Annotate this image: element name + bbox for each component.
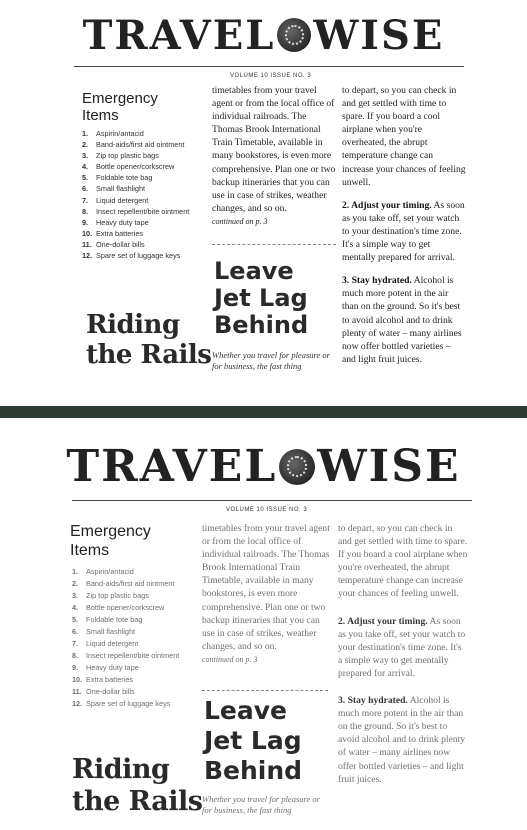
emergency-item — [82, 250, 202, 261]
masthead-right-word: WISE — [317, 441, 461, 492]
leave-jet-lag-headline: Leave Jet Lag Behind — [214, 257, 309, 339]
emergency-item — [72, 590, 198, 602]
jet-lag-deck: Whether you travel for pleasure or for business, the fast thing — [202, 794, 320, 815]
emergency-item — [72, 578, 198, 590]
emergency-item-number: 12. — [72, 699, 83, 708]
emergency-item-number: 6. — [72, 627, 79, 636]
riding-the-rails-headline: Riding the Rails — [86, 310, 212, 370]
emergency-item-number: 9. — [82, 217, 89, 227]
middle-separator — [212, 244, 336, 245]
emergency-item-number: 7. — [72, 639, 79, 648]
tip3-body: Alcohol is much more potent in the air than on the ground. So it's best to avoid alcohol and to drink plenty of water – many airlines now offer bottled varieties – and light fruit juices. — [338, 695, 466, 785]
tip2-heading: 2. Adjust your timing. — [338, 615, 428, 627]
emergency-item-number: 8. — [72, 651, 79, 660]
tip2-heading: 2. Adjust your timing. — [342, 199, 432, 211]
emergency-item-text: Extra batteries — [96, 228, 144, 238]
masthead-right-word: WISE — [313, 11, 445, 59]
emergency-item-number: 3. — [82, 151, 89, 161]
emergency-item-text: Liquid detergent — [96, 195, 149, 205]
emergency-item — [72, 698, 198, 710]
middle-column — [202, 522, 330, 666]
emergency-item — [82, 206, 202, 217]
emergency-item-text: Zip top plastic bags — [86, 591, 149, 600]
masthead-rule — [72, 500, 472, 501]
emergency-item-number: 12. — [82, 251, 93, 261]
emergency-item-number: 5. — [82, 173, 89, 183]
jet-lag-deck: Whether you travel for pleasure or for business, the fast thing — [212, 350, 330, 371]
emergency-item-text: One-dollar bills — [86, 687, 135, 696]
emergency-items-title: Emergency Items — [82, 90, 158, 124]
masthead-rule — [74, 66, 464, 67]
emergency-item — [82, 228, 202, 239]
emergency-item — [72, 650, 198, 662]
emergency-item-text: Spare set of luggage keys — [86, 699, 171, 708]
emergency-item — [72, 614, 198, 626]
emergency-item — [72, 566, 198, 578]
emergency-item — [72, 626, 198, 638]
emergency-item — [72, 602, 198, 614]
globe-icon — [279, 449, 315, 485]
right-column — [338, 522, 468, 786]
emergency-item-text: Insect repellent/bite ointment — [96, 206, 190, 216]
emergency-item — [82, 150, 202, 161]
riding-the-rails-headline: Riding the Rails — [72, 754, 203, 817]
emergency-item-number: 5. — [72, 615, 79, 624]
emergency-item-text: Small flashlight — [86, 627, 136, 636]
continued-note: continued on p. 3 — [212, 216, 268, 226]
emergency-item-text: Aspirin/antacid — [96, 129, 144, 138]
emergency-item-text: Zip top plastic bags — [96, 151, 159, 161]
emergency-item-text: Liquid detergent — [86, 639, 139, 648]
emergency-item — [82, 217, 202, 228]
globe-icon — [277, 18, 311, 52]
emergency-item-text: Bottle opener/corkscrew — [86, 603, 165, 612]
emergency-item-text: Extra batteries — [86, 675, 134, 684]
panel-divider — [0, 406, 527, 418]
emergency-item-number: 8. — [82, 206, 89, 216]
emergency-item-text: Aspirin/antacid — [86, 567, 134, 576]
emergency-item-number: 7. — [82, 195, 89, 205]
middle-body-text: timetables from your travel agent or from the local office of individual railroads. The Thomas Brook International Train Timetable, available in many bookstores, is even more comprehensive. Plan one or two backup itineraries that you can use in case of strikes, weather changes, and so on. — [202, 523, 330, 652]
right-intro-text: to depart, so you can check in and get settled with time to spare. If you board a cool airplane when you're overheated, the abrupt temperature change can increase your chances of feeling unwell. — [342, 85, 466, 188]
emergency-item-text: Band-aids/first aid ointment — [86, 579, 175, 588]
emergency-item-text: Band-aids/first aid ointment — [96, 140, 185, 150]
emergency-item-number: 3. — [72, 591, 79, 600]
emergency-item — [72, 686, 198, 698]
newsletter-top-scan — [6, 2, 521, 406]
middle-body-text: timetables from your travel agent or from the local office of individual railroads. The Thomas Brook International Train Timetable, available in many bookstores, is even more comprehensive. Plan one or two backup itineraries that you can use in case of strikes, weather changes, and so on. — [212, 85, 336, 214]
emergency-item-number: 10. — [72, 675, 83, 684]
right-column — [342, 84, 466, 366]
emergency-item-text: Heavy duty tape — [86, 663, 139, 672]
emergency-item — [72, 638, 198, 650]
emergency-item — [72, 662, 198, 674]
emergency-item-number: 2. — [82, 140, 89, 150]
tip2-body: As soon as you take off, set your watch to your destination's time zone. It's a simple way to get mentally prepared for arrival. — [342, 199, 465, 264]
masthead-left-word: TRAVEL — [66, 441, 278, 492]
emergency-item — [82, 161, 202, 172]
continued-note: continued on p. 3 — [202, 654, 258, 664]
emergency-item-number: 2. — [72, 579, 79, 588]
emergency-item-number: 10. — [82, 228, 93, 238]
emergency-item — [82, 172, 202, 183]
emergency-item — [82, 128, 202, 139]
emergency-items-list — [82, 128, 202, 261]
middle-separator — [202, 690, 328, 691]
masthead-left-word: TRAVEL — [82, 11, 276, 59]
emergency-item-text: Bottle opener/corkscrew — [96, 162, 175, 172]
masthead — [6, 8, 521, 59]
issue-line: VOLUME 10 ISSUE NO. 3 — [230, 73, 312, 79]
tip3-heading: 3. Stay hydrated. — [338, 695, 408, 707]
emergency-item-number: 4. — [72, 603, 79, 612]
emergency-item-text: Small flashlight — [96, 184, 146, 194]
emergency-item — [82, 239, 202, 250]
newsletter-bottom-scan — [6, 420, 521, 826]
right-intro-text: to depart, so you can check in and get settled with time to spare. If you board a cool airplane when you're overheated, the abrupt temperature change can increase your chances of feeling unwell. — [338, 523, 468, 600]
emergency-item-text: Foldable tote bag — [96, 173, 153, 183]
emergency-item-text: One-dollar bills — [96, 239, 145, 249]
middle-column — [212, 84, 336, 228]
emergency-items-list — [72, 566, 198, 710]
emergency-item-number: 4. — [82, 162, 89, 172]
emergency-item-number: 1. — [82, 129, 89, 138]
emergency-item — [82, 195, 202, 206]
leave-jet-lag-headline: Leave Jet Lag Behind — [204, 696, 303, 785]
emergency-item-number: 1. — [72, 567, 79, 576]
emergency-item-text: Foldable tote bag — [86, 615, 143, 624]
emergency-item-text: Spare set of luggage keys — [96, 251, 181, 261]
emergency-item-text: Insect repellent/bite ointment — [86, 651, 180, 660]
tip3-heading: 3. Stay hydrated. — [342, 275, 412, 287]
emergency-item-number: 9. — [72, 663, 79, 672]
emergency-item-number: 6. — [82, 184, 89, 194]
issue-line: VOLUME 10 ISSUE NO. 3 — [226, 507, 308, 513]
emergency-item — [82, 139, 202, 150]
emergency-items-title: Emergency Items — [70, 523, 151, 559]
emergency-item — [82, 183, 202, 194]
emergency-item — [72, 674, 198, 686]
masthead — [6, 438, 521, 492]
emergency-item-number: 11. — [72, 687, 82, 696]
tip2-body: As soon as you take off, set your watch to your destination's time zone. It's a simple way to get mentally prepared for arrival. — [338, 615, 466, 679]
emergency-item-text: Heavy duty tape — [96, 217, 149, 227]
emergency-item-number: 11. — [82, 239, 92, 249]
tip3-body: Alcohol is much more potent in the air than on the ground. So it's best to avoid alcohol and to drink plenty of water – many airlines now offer bottled varieties – and light fruit juices. — [342, 275, 462, 365]
